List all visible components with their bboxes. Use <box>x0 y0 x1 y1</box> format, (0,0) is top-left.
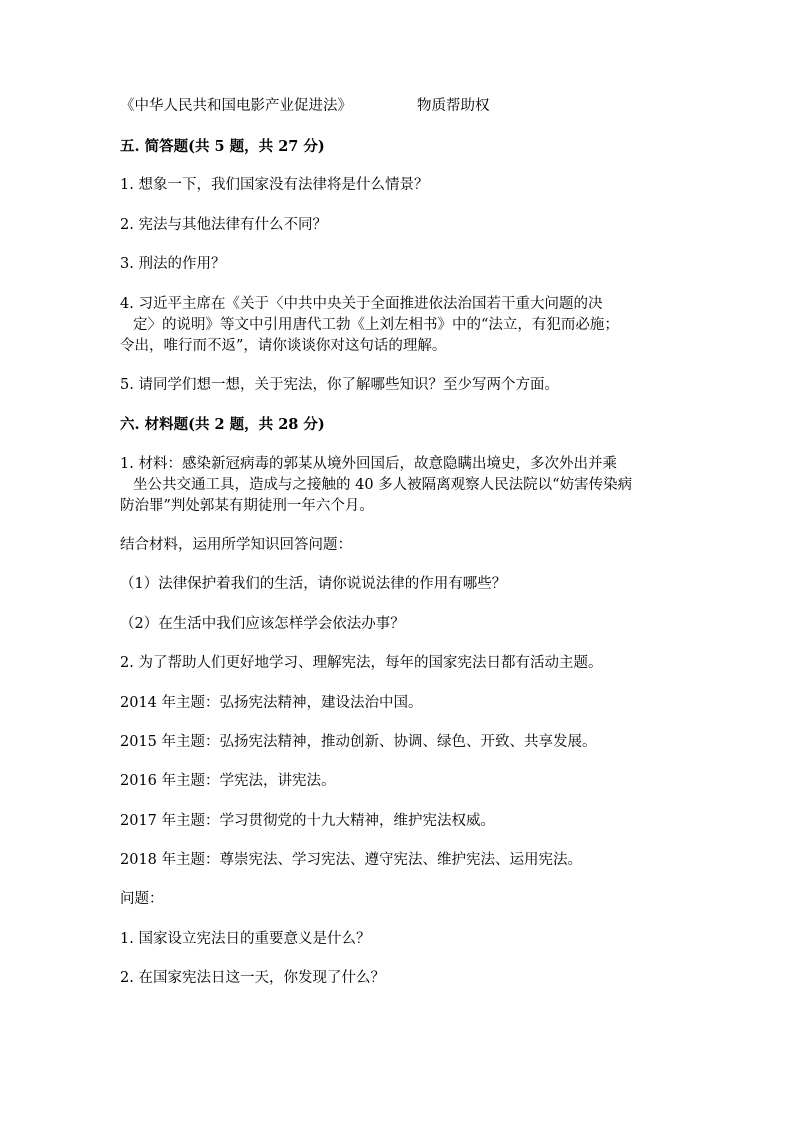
theme-2015: 2015 年主题：弘扬宪法精神，推动创新、协调、绿色、开致、共享发展。 <box>120 734 597 750</box>
s5-question-4-line3: 令出，唯行而不返”，请你谈谈你对这句话的理解。 <box>120 338 447 354</box>
s6-material-2-intro: 2. 为了帮助人们更好地学习、理解宪法，每年的国家宪法日都有活动主题。 <box>120 655 603 671</box>
s6-material-1-line3: 防治罪”判处郭某有期徒刑一年六个月。 <box>120 498 374 514</box>
s5-question-3: 3. 刑法的作用？ <box>120 256 226 272</box>
s6-material-1-sub1: （1）法律保护着我们的生活，请你说说法律的作用有哪些？ <box>120 576 507 592</box>
theme-2017: 2017 年主题：学习贯彻党的十九大精神，维护宪法权威。 <box>120 813 496 829</box>
s6-material-2-question-2: 2. 在国家宪法日这一天，你发现了什么？ <box>120 970 385 986</box>
s5-question-4-line2: 定〉的说明》等文中引用唐代工勃《上刘左相书》中的“法立，有犯而必施； <box>133 317 619 333</box>
theme-2018: 2018 年主题：尊崇宪法、学习宪法、遵守宪法、维护宪法、运用宪法。 <box>120 852 583 868</box>
theme-2014: 2014 年主题：弘扬宪法精神，建设法治中国。 <box>120 695 423 711</box>
section6-heading: 六. 材料题(共 2 题，共 28 分) <box>120 416 325 433</box>
s5-question-5: 5. 请同学们想一想，关于宪法，你了解哪些知识？至少写两个方面。 <box>120 377 559 393</box>
s5-question-4-line1: 4. 习近平主席在《关于〈中共中央关于全面推进依法治国若干重大问题的决 <box>120 296 603 312</box>
s6-material-2-question-1: 1. 国家设立宪法日的重要意义是什么？ <box>120 931 371 947</box>
s6-material-1-line1: 1. 材料：感染新冠病毒的郭某从境外回国后，故意隐瞒出境史，多次外出并乘 <box>120 456 617 472</box>
s6-material-1-line2: 坐公共交通工具，造成与之接触的 40 多人被隔离观察人民法院以“妨害传染病 <box>133 477 633 493</box>
right-answer-text: 物质帮助权 <box>417 98 490 114</box>
s6-material-1-sub2: （2）在生活中我们应该怎样学会依法办事？ <box>120 616 405 632</box>
s5-question-2: 2. 宪法与其他法律有什么不同？ <box>120 217 327 233</box>
s6-material-1-prompt: 结合材料，运用所学知识回答问题： <box>120 537 352 553</box>
questions-label: 问题： <box>120 891 164 907</box>
law-name-text: 《中华人民共和国电影产业促进法》 <box>120 98 352 114</box>
section5-heading: 五. 简答题(共 5 题，共 27 分) <box>120 138 325 155</box>
theme-2016: 2016 年主题：学宪法，讲宪法。 <box>120 773 336 789</box>
s5-question-1: 1. 想象一下，我们国家没有法律将是什么情景？ <box>120 177 429 193</box>
